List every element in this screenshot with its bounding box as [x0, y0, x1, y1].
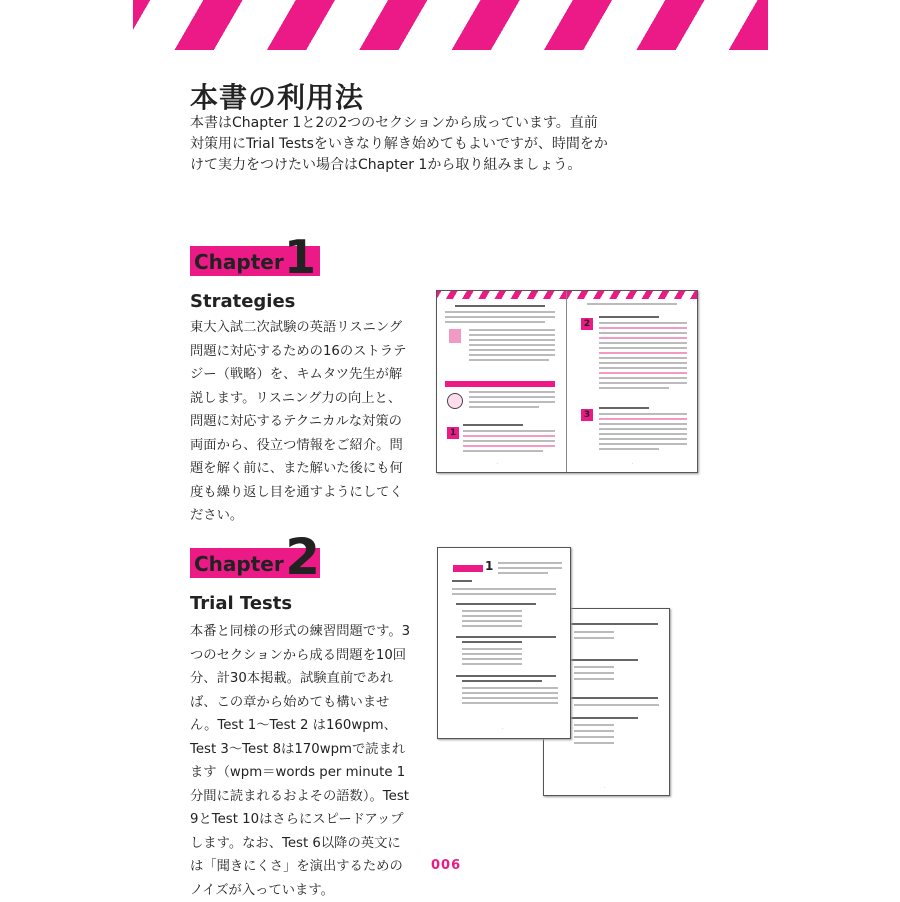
- trial-test-page-front-thumbnail: 1 ·: [437, 547, 571, 739]
- chapter-1-description: 東大入試二次試験の英語リスニング問題に対応するための16のストラテジー（戦略）を、キムタツ先生が解説します。リスニング力の向上と、問題に対応するテクニカルな対策の両面から、役立つ情報をご紹介。問題を解く前に、また解いた後にも何度も繰り返し目を通すようにしてください。: [190, 320, 407, 523]
- top-stripe-band: [133, 0, 768, 50]
- chapter-2-tag-number: 2: [285, 528, 320, 586]
- chapter-1-title: Strategies: [190, 291, 296, 312]
- chapter-2-description: 本番と同様の形式の練習問題です。3つのセクションから成る問題を10回分、計30本掲載。試験直前であれば、この章から始めても構いません。Test 1～Test 2 は160wpm、Test 3～Test 8は170wpmで読まれます（wpm＝words per minute 1分間に読まれるおよその語数）。Test 9とTest 10はさらにスピードアップします。なお、Test 6以降の英文には「聞きにくさ」を演出するためのノイズが入っています。: [190, 624, 411, 898]
- chapter-2-tag: [190, 528, 320, 586]
- chapter-2-tag-word: Chapter: [194, 552, 284, 576]
- page-title: 本書の利用法: [190, 81, 365, 114]
- trial-test-page-back-thumbnail: ·: [543, 608, 670, 796]
- chapter-1-tag: [190, 230, 320, 284]
- chapter-1-tag-number: 1: [283, 230, 316, 284]
- chapter-2-title: Trial Tests: [190, 593, 293, 614]
- chapter-1-tag-word: Chapter: [194, 250, 284, 274]
- page-number: 006: [431, 858, 462, 873]
- strategies-spread-thumbnail: 1 2 3 · ·: [436, 290, 698, 473]
- intro-paragraph: 本書はChapter 1と2の2つのセクションから成っています。直前対策用にTrial Testsをいきなり解き始めてもよいですが、時間をかけて実力をつけたい場合はChapter 1から取り組みましょう。: [190, 115, 608, 173]
